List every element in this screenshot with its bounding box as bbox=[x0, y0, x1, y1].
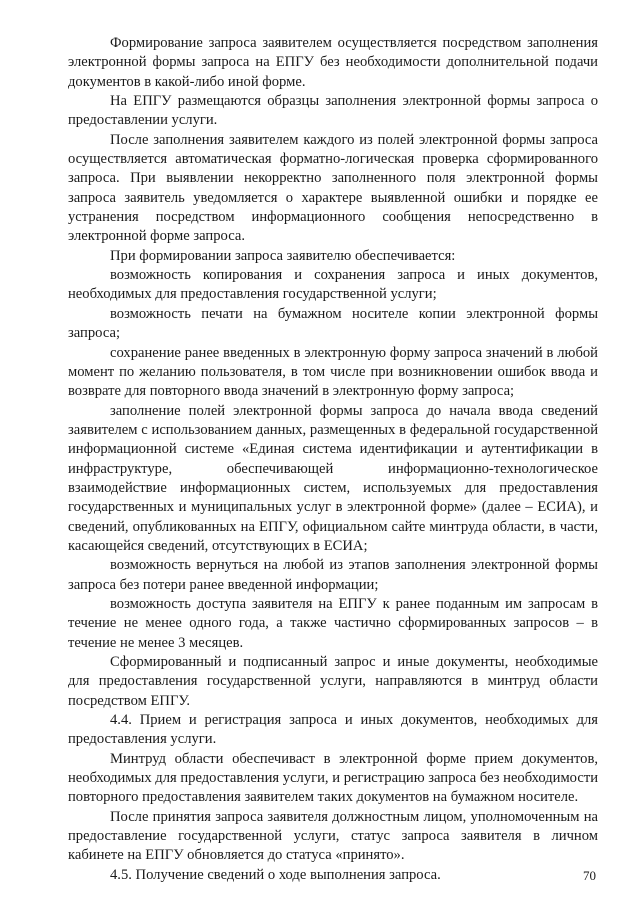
paragraph-esia-prefill: заполнение полей электронной формы запроса до начала ввода сведений заявителем с использованием данных, размещенных в федеральной государственной информационной системе «Единая система идентификации и аутентификации в инфраструктуре, обеспечивающей информационно-технологическое взаимодействие информационных систем, используемых для предоставления государственных и муниципальных услуг в электронной форме» (далее – ЕСИА), и сведений, опубликованных на ЕПГУ, официальном сайте минтруда области, в части, касающейся сведений, отсутствующих в ЕСИА; bbox=[68, 402, 598, 554]
paragraph-acceptance: Минтруд области обеспечиваст в электронной форме прием документов, необходимых для предоставления услуги, и регистрацию запроса без необходимости повторного предоставления заявителем таких документов на бумажном носителе. bbox=[68, 750, 599, 806]
paragraph-save-values: сохранение ранее введенных в электронную форму запроса значений в любой момент по желанию пользователя, в том числе при возникновении ошибок ввода и возврате для повторного ввода значений в электронную форму запроса; bbox=[68, 344, 598, 400]
section-heading-4-5: 4.5. Получение сведений о ходе выполнения запроса. bbox=[110, 866, 441, 883]
paragraph-sample-forms: На ЕПГУ размещаются образцы заполнения электронной формы запроса о предоставлении услуги. bbox=[68, 93, 598, 129]
paragraph-submission: Сформированный и подписанный запрос и иные документы, необходимые для предоставления государственной услуги, направляются в минтруд области посредством ЕПГУ. bbox=[68, 654, 598, 709]
paragraph-format-check: После заполнения заявителем каждого из полей электронной формы запроса осуществляется автоматическая форматно-логическая проверка сформированного запроса. При выявлении некорректно заполненного поля электронной формы запроса заявитель уведомляется о характере выявленной ошибки и порядке ее устранения посредством информационного сообщения непосредственно в электронной форме запроса. bbox=[68, 131, 598, 245]
paragraph-print: возможность печати на бумажном носителе копии электронной формы запроса; bbox=[68, 305, 598, 342]
paragraph-access-requests: возможность доступа заявителя на ЕПГУ к ранее поданным им запросам в течение не менее одного года, а также частично сформированных запросов – в течение не менее 3 месяцев. bbox=[68, 595, 598, 651]
section-heading-4-4: 4.4. Прием и регистрация запроса и иных документов, необходимых для предоставления услуги. bbox=[68, 712, 598, 748]
paragraph-return-stage: возможность вернуться на любой из этапов заполнения электронной формы запроса без потери ранее введенной информации; bbox=[68, 557, 598, 593]
paragraph-status-update: После принятия запроса заявителя должностным лицом, уполномоченным на предоставление государственной услуги, статус запроса заявителя в личном кабинете на ЕПГУ обновляется до статуса «принято». bbox=[68, 808, 598, 864]
page-number: 70 bbox=[583, 868, 596, 883]
paragraph-copy-save: возможность копирования и сохранения запроса и иных документов, необходимых для предоставления государственной услуги; bbox=[68, 267, 598, 303]
paragraph-request-formation: Формирование запроса заявителем осуществляется посредством заполнения электронной формы запроса на ЕПГУ без необходимости дополнительной подачи документов в какой-либо иной форме. bbox=[68, 35, 598, 90]
body-text bbox=[68, 34, 598, 885]
paragraph-provided-list-intro: При формировании запроса заявителю обеспечивается: bbox=[110, 247, 456, 264]
